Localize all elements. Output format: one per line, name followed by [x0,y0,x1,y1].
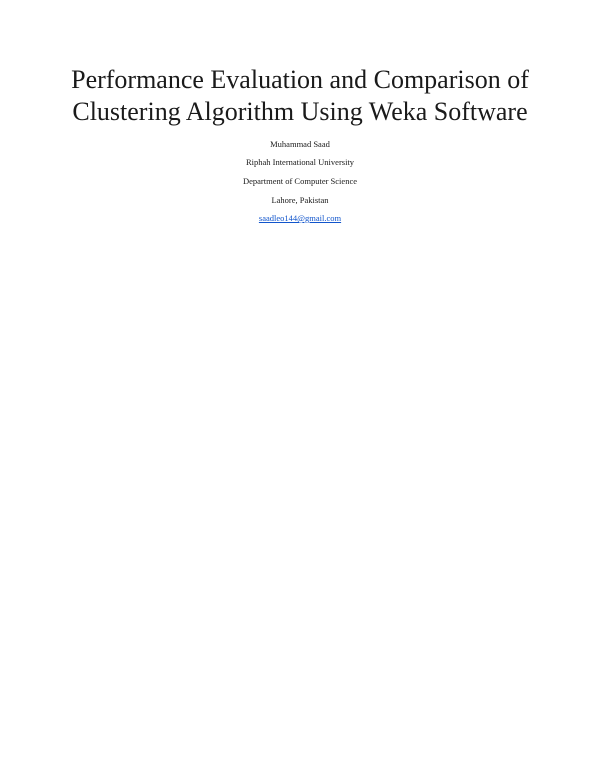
author-affiliation: Riphah International University [245,157,355,167]
author-name: Muhammad Saad [270,139,330,149]
paper-title-line-1: Performance Evaluation and Comparison of [71,65,529,94]
paper-title-line-2: Clustering Algorithm Using Weka Software [72,97,528,126]
author-department: Department of Computer Science [242,176,357,186]
author-location: Lahore, Pakistan [271,195,329,205]
paper-title [40,64,560,128]
author-email-link[interactable]: saadleo144@gmail.com [258,213,342,223]
